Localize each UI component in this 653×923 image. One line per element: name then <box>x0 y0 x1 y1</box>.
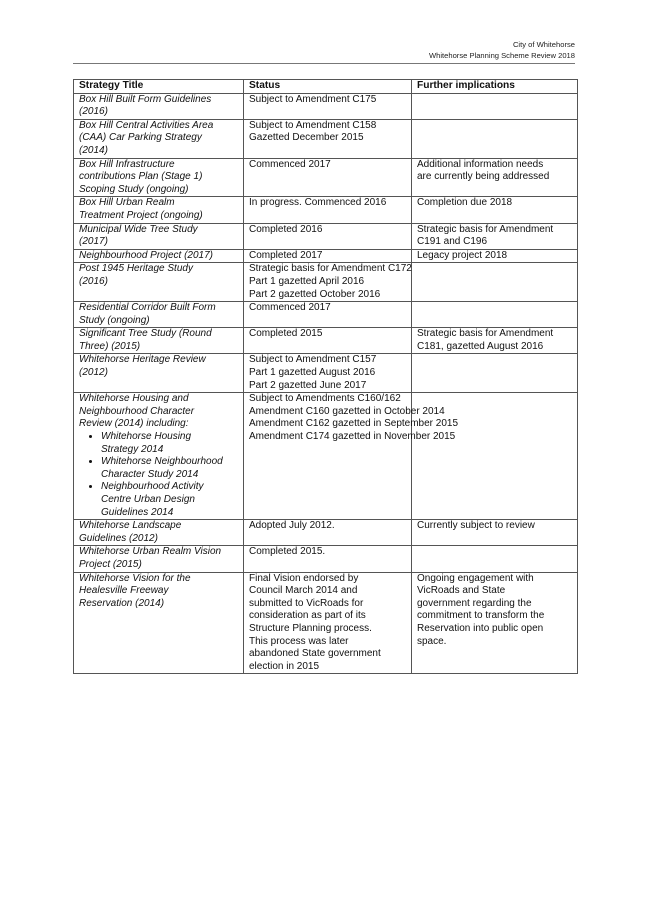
implications-line: space. <box>417 635 447 647</box>
strategy-title-line: Whitehorse Heritage Review <box>79 354 206 366</box>
table-row <box>74 354 578 393</box>
strategy-title-line: Treatment Project (ongoing) <box>79 209 203 221</box>
list-item-line: Guidelines 2014 <box>101 506 174 518</box>
column-header-strategy-title: Strategy Title <box>74 80 244 94</box>
implications-cell <box>412 546 578 572</box>
implications-line: Legacy project 2018 <box>417 249 508 261</box>
list-item-line: Character Study 2014 <box>101 468 199 480</box>
status-line: election in 2015 <box>249 660 320 672</box>
implications-line: are currently being addressed <box>417 171 550 183</box>
implications-line: C191 and C196 <box>417 236 488 248</box>
table-row <box>74 328 578 354</box>
strategy-title-line: (2017) <box>79 236 108 248</box>
strategy-title-line: Reservation (2014) <box>79 597 165 609</box>
strategy-title-line: Box Hill Urban Realm <box>79 197 175 209</box>
implications-line: Strategic basis for Amendment <box>417 223 554 235</box>
status-cell <box>244 263 412 302</box>
strategy-title-cell <box>74 328 244 354</box>
implications-line: Additional information needs <box>417 158 544 170</box>
table-row <box>74 263 578 302</box>
implications-cell <box>412 328 578 354</box>
status-line: Structure Planning process. <box>249 622 372 634</box>
page-header <box>429 39 575 61</box>
strategy-title-cell <box>74 249 244 263</box>
header-org: City of Whitehorse <box>512 40 575 49</box>
status-cell <box>244 520 412 546</box>
strategy-title-cell <box>74 119 244 158</box>
status-line: Gazetted December 2015 <box>249 132 364 144</box>
strategy-title-cell <box>74 263 244 302</box>
strategy-title-line: (CAA) Car Parking Strategy <box>79 132 202 144</box>
status-line: Completed 2016 <box>249 223 323 235</box>
status-cell <box>244 249 412 263</box>
strategy-title-line: Scoping Study (ongoing) <box>79 183 189 195</box>
implications-cell <box>412 197 578 223</box>
implications-line: VicRoads and State <box>417 585 506 597</box>
table-body <box>74 93 578 674</box>
strategy-title-cell <box>74 393 244 520</box>
list-item-line: • Whitehorse Neighbourhood <box>101 456 223 468</box>
list-item <box>101 456 238 481</box>
table-row <box>74 393 578 520</box>
table-row <box>74 119 578 158</box>
implications-cell <box>412 520 578 546</box>
strategy-title-cell <box>74 354 244 393</box>
status-line: consideration as part of its <box>249 610 366 622</box>
implications-cell <box>412 158 578 197</box>
status-line: This process was later <box>249 635 349 647</box>
strategy-title-line: (2014) <box>79 144 108 156</box>
implications-line: C181, gazetted August 2016 <box>417 340 544 352</box>
status-line: In progress. Commenced 2016 <box>249 197 387 209</box>
implications-line: Reservation into public open <box>417 622 544 634</box>
list-item-line: Centre Urban Design <box>101 494 195 505</box>
status-line: Commenced 2017 <box>249 302 331 314</box>
status-line: Strategic basis for Amendment C172 <box>249 263 412 275</box>
status-cell <box>244 572 412 674</box>
strategy-title-line: (2012) <box>79 367 108 379</box>
strategy-title-line: Municipal Wide Tree Study <box>79 223 198 235</box>
status-line: Amendment C162 gazetted in September 2015 <box>249 418 459 430</box>
strategy-title-cell <box>74 302 244 328</box>
table-header-row <box>74 80 578 94</box>
strategy-title-line: Whitehorse Urban Realm Vision <box>79 546 222 558</box>
status-cell <box>244 119 412 158</box>
column-header-further-implications: Further implications <box>412 80 578 94</box>
strategy-title-cell <box>74 520 244 546</box>
implications-cell <box>412 302 578 328</box>
strategy-title-line: Box Hill Central Activities Area <box>79 119 214 131</box>
status-line: Amendment C160 gazetted in October 2014 <box>249 405 445 417</box>
strategy-title-line: Guidelines (2012) <box>79 532 158 544</box>
strategy-title-line: Healesville Freeway <box>79 585 169 597</box>
strategy-title-line: Residential Corridor Built Form <box>79 302 216 314</box>
strategy-title-cell <box>74 223 244 249</box>
status-line: Final Vision endorsed by <box>249 572 359 584</box>
status-cell <box>244 223 412 249</box>
status-cell <box>244 354 412 393</box>
implications-cell <box>412 572 578 674</box>
implications-cell <box>412 263 578 302</box>
strategy-title-line: Project (2015) <box>79 558 142 570</box>
status-cell <box>244 546 412 572</box>
table-row <box>74 223 578 249</box>
implications-cell <box>412 119 578 158</box>
strategy-title-cell <box>74 572 244 674</box>
status-cell <box>244 393 459 520</box>
strategy-title-cell <box>74 197 244 223</box>
list-item <box>101 431 238 456</box>
included-studies-list <box>79 431 238 519</box>
status-cell <box>244 197 412 223</box>
implications-line: commitment to transform the <box>417 610 545 622</box>
list-item-line: Strategy 2014 <box>101 443 164 455</box>
status-cell <box>244 158 412 197</box>
status-line: Subject to Amendment C157 <box>249 354 377 366</box>
strategy-title-line: Study (ongoing) <box>79 314 150 326</box>
strategy-title-cell <box>74 158 244 197</box>
implications-line: Ongoing engagement with <box>417 572 534 584</box>
implications-cell <box>412 93 578 119</box>
table-row <box>74 158 578 197</box>
status-line: submitted to VicRoads for <box>249 597 364 609</box>
status-line: Adopted July 2012. <box>249 520 335 532</box>
status-line: Part 1 gazetted April 2016 <box>249 275 365 287</box>
table-row <box>74 546 578 572</box>
strategy-title-cell <box>74 93 244 119</box>
strategy-title-line: Box Hill Built Form Guidelines <box>79 93 212 105</box>
strategy-title-line: Three) (2015) <box>79 340 141 352</box>
strategy-title-line: (2016) <box>79 275 108 287</box>
column-header-status: Status <box>244 80 412 94</box>
header-doc-title: Whitehorse Planning Scheme Review 2018 <box>428 51 575 60</box>
header-divider <box>73 63 575 64</box>
table-row <box>74 302 578 328</box>
status-line: Part 1 gazetted August 2016 <box>249 367 376 379</box>
status-line: Amendment C174 gazetted in November 2015 <box>249 431 456 443</box>
table-row <box>74 197 578 223</box>
strategy-title-line: Box Hill Infrastructure <box>79 158 175 170</box>
table-row <box>74 249 578 263</box>
status-cell <box>244 302 412 328</box>
strategy-title-line: (2016) <box>79 106 108 118</box>
status-line: Subject to Amendments C160/162 <box>249 393 401 405</box>
strategy-title-line: contributions Plan (Stage 1) <box>79 171 203 183</box>
status-cell <box>244 328 412 354</box>
status-line: Subject to Amendment C158 <box>249 119 377 131</box>
strategy-title-line: Neighbourhood Character <box>79 405 195 417</box>
list-item-line: • Neighbourhood Activity <box>101 481 204 493</box>
implications-line: Currently subject to review <box>417 520 535 532</box>
implications-line: Strategic basis for Amendment <box>417 328 554 340</box>
table-row <box>74 520 578 546</box>
strategy-title-line: Review (2014) including: <box>79 418 189 430</box>
status-line: Subject to Amendment C175 <box>249 93 377 105</box>
list-item <box>101 481 238 519</box>
status-line: Commenced 2017 <box>249 158 331 170</box>
list-item-line: • Whitehorse Housing <box>101 431 192 443</box>
status-line: Part 2 gazetted June 2017 <box>249 379 367 391</box>
table-row <box>74 572 578 674</box>
strategy-title-line: Significant Tree Study (Round <box>79 328 212 340</box>
implications-line: government regarding the <box>417 597 532 609</box>
implications-cell <box>412 354 578 393</box>
strategy-title-line: Whitehorse Vision for the <box>79 572 191 584</box>
strategy-title-line: Post 1945 Heritage Study <box>79 263 193 275</box>
status-line: Completed 2015 <box>249 328 323 340</box>
status-line: Part 2 gazetted October 2016 <box>249 288 381 300</box>
status-line: Completed 2015. <box>249 546 326 558</box>
implications-cell <box>412 249 578 263</box>
table-row <box>74 93 578 119</box>
status-cell <box>244 93 412 119</box>
implications-line: Completion due 2018 <box>417 197 513 209</box>
implications-cell <box>412 223 578 249</box>
strategy-table <box>73 79 578 674</box>
strategy-title-line: Neighbourhood Project (2017) <box>79 249 213 261</box>
status-line: abandoned State government <box>249 648 381 660</box>
strategy-title-line: Whitehorse Landscape <box>79 520 182 532</box>
strategy-title-cell <box>74 546 244 572</box>
status-line: Completed 2017 <box>249 249 323 261</box>
strategy-title-line: Whitehorse Housing and <box>79 393 189 405</box>
status-line: Council March 2014 and <box>249 585 358 597</box>
